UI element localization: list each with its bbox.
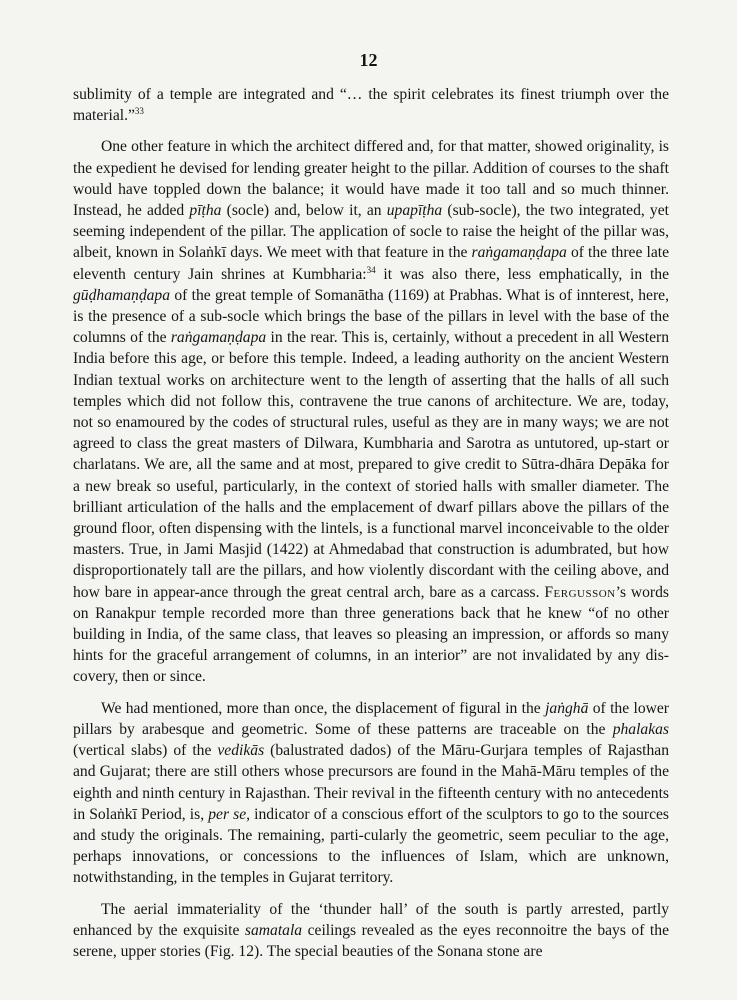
italic-term: pīṭha: [189, 202, 222, 220]
text-run: in the rear. This is, certainly, without a precedent in all Western India before this age, or before this temple. Indeed, a leading authority on the ancient Western Indian textual works on architecture went to the length of asserting that the halls of all such temples which did not follow this, contravene the true canons of architecture. We are, today, not so enamoured by the codes of structural rules, useful as they are in many ways; we are not agreed to class the great masters of Dilwara, Kumbharia and Sarotra as untutored, up-start or charlatans. We are, all the same and at most, prepared to give credit to Sūtra-dhāra Depāka for a new break so useful, particularly, in the context of storied halls with smaller diameter. The brilliant articulation of the halls and the emplacement of dwarf pillars above the pillars of the ground floor, often dispensing with the lintels, is a functional marvel inconceivable to the older masters. True, in Jami Masjid (1422) at Ahmedabad that construction is adumbrated, but how disproportionately tall are the pillars, and how violently discordant with the ceiling above, and how bare in appear-ance through the great central arch, bare as a carcass.: [73, 329, 669, 601]
text-run: One other feature in which the architect differed and, for that matter, showed originality, is the expedient he devised for lending greater height to the pillar. Addition of courses to the shaft would have toppled down the balance; it would have made it too tall and so much thinner. Instead, he added: [73, 138, 669, 220]
italic-term: jaṅghā: [545, 699, 589, 717]
paragraph: [73, 84, 669, 126]
text-run: sublimity of a temple are integrated and “… the spirit celebrates its finest triumph over the material.”: [73, 86, 669, 125]
italic-term: gūḍhamaṇḍapa: [73, 286, 171, 304]
author-name: Fergusson: [544, 583, 616, 601]
page-number: 12: [359, 50, 378, 70]
italic-term: raṅgamaṇḍapa: [471, 244, 567, 262]
italic-term: per se,: [208, 805, 251, 823]
body-text: [73, 84, 669, 962]
paragraph: [73, 899, 669, 963]
paragraph: [73, 136, 669, 687]
text-run: of the three late eleventh century Jain shrines at Kumbharia:: [73, 244, 669, 283]
footnote-ref: 34: [366, 264, 376, 275]
text-run: it was also there, less emphatically, in the: [375, 265, 669, 283]
text-run: (sub-socle), the two integrated, yet seeming independent of the pillar. The application of socle to raise the height of the pillar was, albeit, known in Solaṅkī days. We meet with that feature in the: [73, 202, 669, 262]
text-run: The aerial immateriality of the ‘thunder hall’ of the south is partly arrested, partly enhanced by the exquisite: [73, 900, 669, 939]
italic-term: raṅgamaṇḍapa: [170, 329, 267, 347]
italic-term: upapīṭha: [386, 202, 443, 220]
text-run: We had mentioned, more than once, the displacement of figural in the: [101, 699, 546, 717]
text-run: indicator of a conscious effort of the sculptors to go to the sources and study the originals. The remaining, parti-cularly the geometric, seem peculiar to the age, perhaps innovations, or concessions to the influences of Islam, which are unknown, notwithstanding, in the temples in Gujarat territory.: [73, 805, 669, 887]
text-run: (socle) and, below it, an: [221, 202, 387, 220]
text-run: of the lower pillars by arabesque and geometric. Some of these patterns are traceable on the: [73, 699, 669, 738]
italic-term: vedikās: [217, 742, 265, 760]
footnote-ref: 33: [134, 106, 144, 117]
text-run: of the great temple of Somanātha (1169) at Prabhas. What is of innterest, here, is the presence of a sub-socle which brings the base of the pillars in level with the base of the columns of the: [73, 286, 669, 347]
text-run: (vertical slabs) of the: [73, 742, 218, 760]
italic-term: phalakas: [612, 720, 669, 738]
italic-term: samatala: [244, 921, 303, 939]
text-run: ’s words on Ranakpur temple recorded more than three generations back that he knew “of no other building in India, of the same class, that leaves so pleasing an impression, or affords so many hints for the graceful arrangement of columns, in an interior” are not invalidated by any dis-covery, then or since.: [73, 583, 669, 686]
paragraph: [73, 698, 669, 889]
text-run: ceilings revealed as the eyes reconnoitre the bays of the serene, upper stories (Fig. 12). The special beauties of the Sonana stone are: [73, 921, 669, 960]
text-run: (balustrated dados) of the Māru-Gurjara temples of Rajasthan and Gujarat; there are still others whose precursors are found in the Mahā-Māru temples of the eighth and ninth century in Rajasthan. Their revival in the fifteenth century with no antecedents in Solaṅkī Period, is,: [73, 742, 669, 823]
